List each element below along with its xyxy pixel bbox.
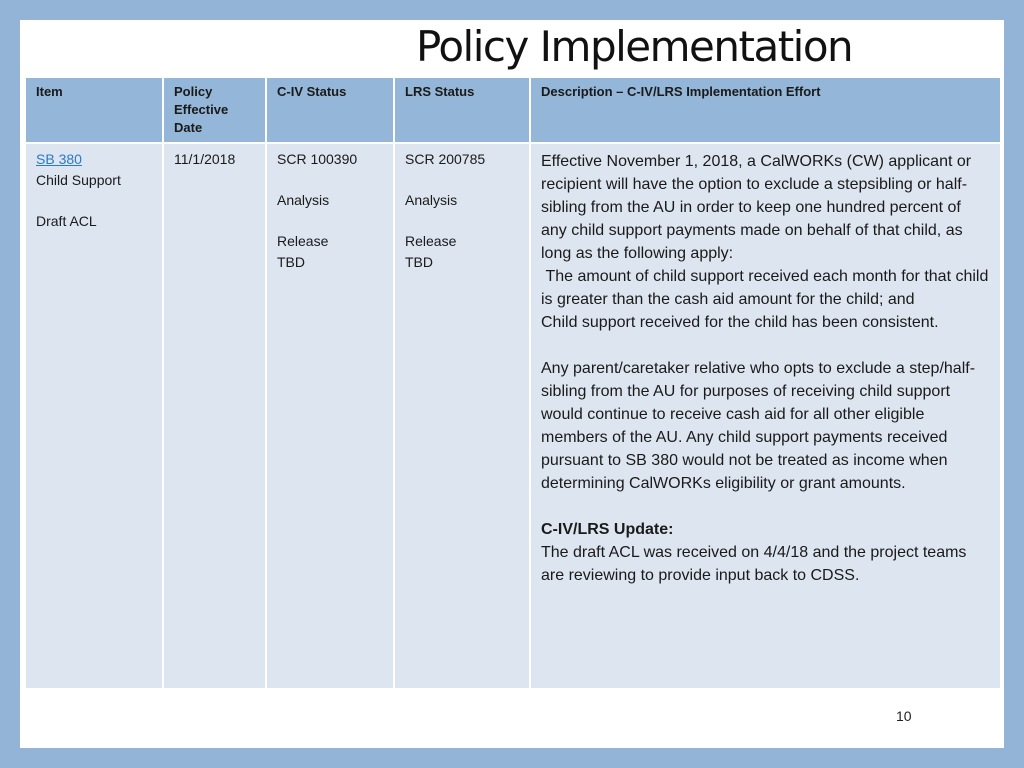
lrs-scr: SCR 200785 bbox=[405, 151, 486, 167]
slide bbox=[20, 20, 1004, 748]
header-civ-status: C-IV Status bbox=[267, 78, 393, 142]
civ-scr: SCR 100390 bbox=[277, 151, 358, 167]
table-header-row bbox=[26, 78, 1000, 142]
lrs-release-label: Release bbox=[405, 233, 457, 249]
table-row bbox=[26, 144, 1000, 688]
effective-date: 11/1/2018 bbox=[174, 151, 236, 167]
description-condition-1: The amount of child support received each month for that child is greater than the cash aid amount for the child; and bbox=[541, 268, 993, 308]
policy-table bbox=[24, 76, 1002, 690]
civ-phase: Analysis bbox=[277, 192, 330, 208]
description-paragraph-2: Any parent/caretaker relative who opts to exclude a step/half-sibling from the AU for purposes of receiving child support would continue to receive cash aid for all other eligible members of the AU. Any child support payments received pursuant to SB 380 would not be treated as income when determining CalWORKs eligibility or grant amounts. bbox=[541, 360, 976, 492]
update-heading: C-IV/LRS Update: bbox=[541, 521, 674, 538]
civ-release-label: Release bbox=[277, 233, 329, 249]
lrs-status-cell bbox=[395, 144, 529, 688]
header-effective-date: Policy Effective Date bbox=[164, 78, 265, 142]
header-lrs-status: LRS Status bbox=[395, 78, 529, 142]
description-paragraph-1: Effective November 1, 2018, a CalWORKs (CW) applicant or recipient will have the option to exclude a stepsibling or half-sibling from the AU in order to keep one hundred percent of any child support payments made on behalf of that child, as long as the following apply: bbox=[541, 153, 972, 262]
civ-release-value: TBD bbox=[277, 253, 305, 270]
effective-date-cell bbox=[164, 144, 265, 688]
header-description: Description – C-IV/LRS Implementation Effort bbox=[531, 78, 1000, 142]
header-item: Item bbox=[26, 78, 162, 142]
description-cell bbox=[531, 144, 1000, 688]
page-number: 10 bbox=[896, 708, 912, 724]
item-cell bbox=[26, 144, 162, 688]
item-name: Child Support bbox=[36, 171, 121, 188]
lrs-phase: Analysis bbox=[405, 192, 458, 208]
sb380-link[interactable]: SB 380 bbox=[36, 151, 82, 167]
page-title: Policy Implementation bbox=[416, 22, 853, 71]
description-condition-2: Child support received for the child has been consistent. bbox=[541, 314, 939, 331]
update-text: The draft ACL was received on 4/4/18 and the project teams are reviewing to provide input back to CDSS. bbox=[541, 544, 967, 584]
item-sub: Draft ACL bbox=[36, 212, 97, 229]
lrs-release-value: TBD bbox=[405, 253, 433, 270]
civ-status-cell bbox=[267, 144, 393, 688]
